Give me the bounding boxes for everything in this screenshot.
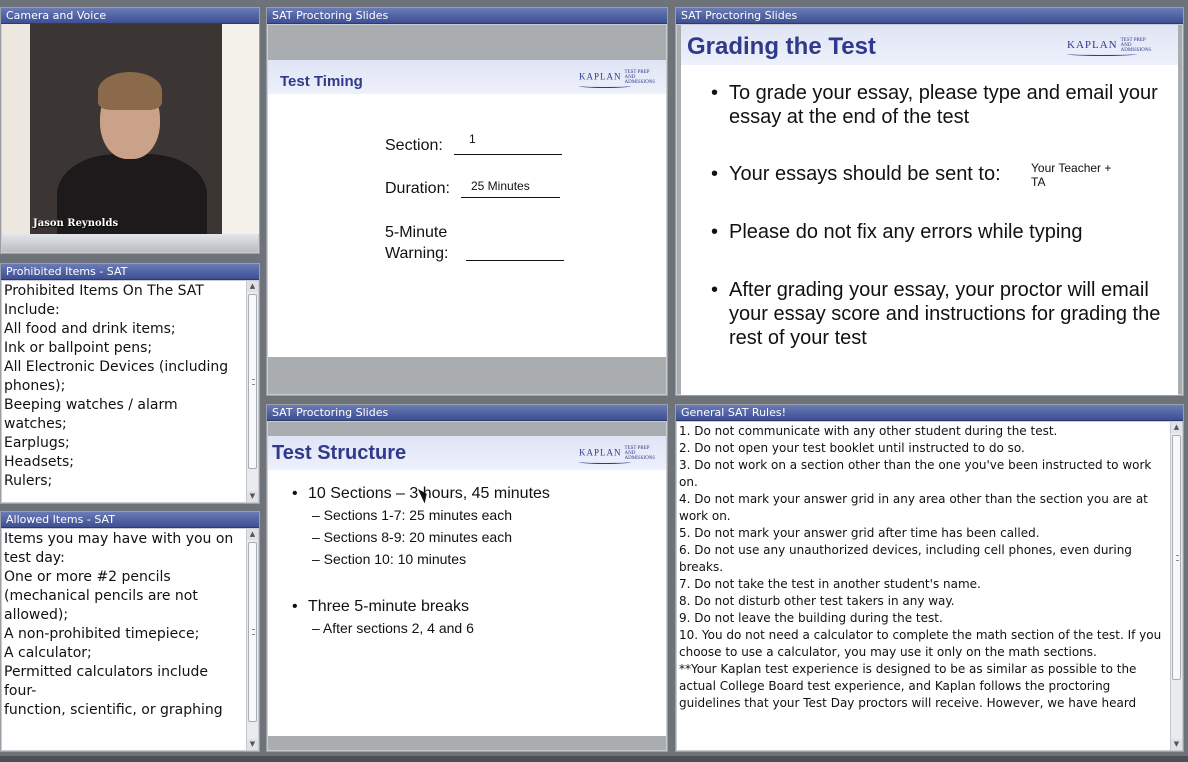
presenter-name: Jason Reynolds (33, 218, 119, 229)
sub-bullet: – Sections 8-9: 20 minutes each (312, 529, 513, 545)
slide-title: Test Structure (272, 442, 407, 464)
slide-test-timing (268, 60, 666, 357)
pod-title: Camera and Voice (1, 8, 259, 24)
scroll-down-icon[interactable]: ▼ (247, 491, 258, 502)
sub-bullet: – Sections 1-7: 25 minutes each (312, 507, 513, 523)
section-value: 1 (469, 132, 476, 146)
pod-title: SAT Proctoring Slides (267, 8, 667, 24)
kaplan-logo: KAPLAN TEST PREP AND ADMISSIONS (579, 70, 651, 85)
sent-to-value: Your Teacher + TA (1031, 161, 1112, 189)
slides-pod-timing (266, 7, 668, 396)
rules-scrollbar[interactable] (1170, 422, 1182, 750)
sub-bullet: – Section 10: 10 minutes (312, 551, 467, 567)
kaplan-logo: KAPLAN TEST PREP AND ADMISSIONS (579, 446, 651, 461)
slide-test-structure (268, 436, 666, 736)
camera-voice-pod (0, 7, 260, 254)
scroll-down-icon[interactable]: ▼ (247, 739, 258, 750)
scroll-up-icon[interactable]: ▲ (247, 281, 258, 292)
scroll-down-icon[interactable]: ▼ (1171, 739, 1182, 750)
rules-text: 1. Do not communicate with any other student during the test. 2. Do not open your test booklet until instructed to do so. 3. Do not work on a section other than the one you've been instructed to work on. 4. Do not mark your answer grid in any area other than the section you are at work on. 5. Do not mark your answer grid after time has been called. 6. Do not use any unauthorized devices, including cell phones, even during breaks. 7. Do not take the test in another student's name. 8. Do not disturb other test takers in any way. 9. Do not leave the building during the test. 10. You do not need a calculator to complete the math section of the test. If you choose to use a calculator, you may use it only on the math sections. **Your Kaplan test experience is designed to be as similar as possible to the actual College Board test experience, and Kaplan follows the proctoring guidelines that your Test Day proctors will receive. However, we have heard (677, 422, 1170, 750)
bullet-3: • Please do not fix any errors while typing (711, 221, 1083, 243)
slide-title: Test Timing (280, 73, 363, 90)
general-rules-pod (675, 404, 1184, 752)
pod-title: SAT Proctoring Slides (676, 8, 1183, 24)
bullet-breaks: • Three 5-minute breaks (292, 598, 469, 615)
slides-pod-grading (675, 7, 1184, 396)
grading-bullets (711, 81, 1171, 350)
prohibited-scrollbar[interactable] (246, 281, 258, 502)
sub-bullet: – After sections 2, 4 and 6 (312, 620, 474, 636)
scroll-thumb[interactable] (1172, 435, 1181, 680)
duration-label: Duration: (385, 180, 450, 197)
bottom-bar (0, 756, 1188, 762)
slide-grading (681, 25, 1178, 395)
section-label: Section: (385, 137, 443, 154)
bullet-sections: • 10 Sections – 3 hours, 45 minutes (292, 485, 550, 502)
prohibited-items-text: Prohibited Items On The SAT Include: All food and drink items; Ink or ballpoint pens; All Electronic Devices (including phones); Beeping watches / alarm watches; Earplugs; Headsets; Rulers; (2, 281, 246, 502)
bullet-4: • After grading your essay, your proctor will email your essay score and instructions for grading the rest of your test (711, 279, 1161, 349)
scroll-thumb[interactable] (248, 542, 257, 722)
structure-bullets (292, 484, 662, 639)
allowed-items-pod (0, 511, 260, 752)
slide-title: Grading the Test (687, 33, 876, 60)
camera-controls-bar (2, 234, 258, 252)
prohibited-items-pod (0, 263, 260, 504)
pod-title: General SAT Rules! (676, 405, 1183, 421)
warning-label: 5-Minute Warning: (385, 224, 449, 262)
bullet-1: • To grade your essay, please type and email your essay at the end of the test (711, 82, 1158, 128)
pod-title: Prohibited Items - SAT (1, 264, 259, 280)
allowed-scrollbar[interactable] (246, 529, 258, 750)
scroll-up-icon[interactable]: ▲ (247, 529, 258, 540)
camera-video (2, 24, 259, 234)
duration-value: 25 Minutes (471, 179, 530, 193)
allowed-items-text: Items you may have with you on test day: One or more #2 pencils (mechanical pencils are not allowed); A non-prohibited timepiece; A calculator; Permitted calculators include four- function, scientific, or graphing (2, 529, 246, 750)
pod-title: Allowed Items - SAT (1, 512, 259, 528)
kaplan-logo: KAPLAN TEST PREP AND ADMISSIONS (1067, 38, 1157, 53)
slides-pod-structure (266, 404, 668, 752)
pod-title: SAT Proctoring Slides (267, 405, 667, 421)
scroll-up-icon[interactable]: ▲ (1171, 422, 1182, 433)
scroll-thumb[interactable] (248, 294, 257, 469)
bullet-2: • Your essays should be sent to: Your Teacher + TA (711, 161, 1112, 189)
